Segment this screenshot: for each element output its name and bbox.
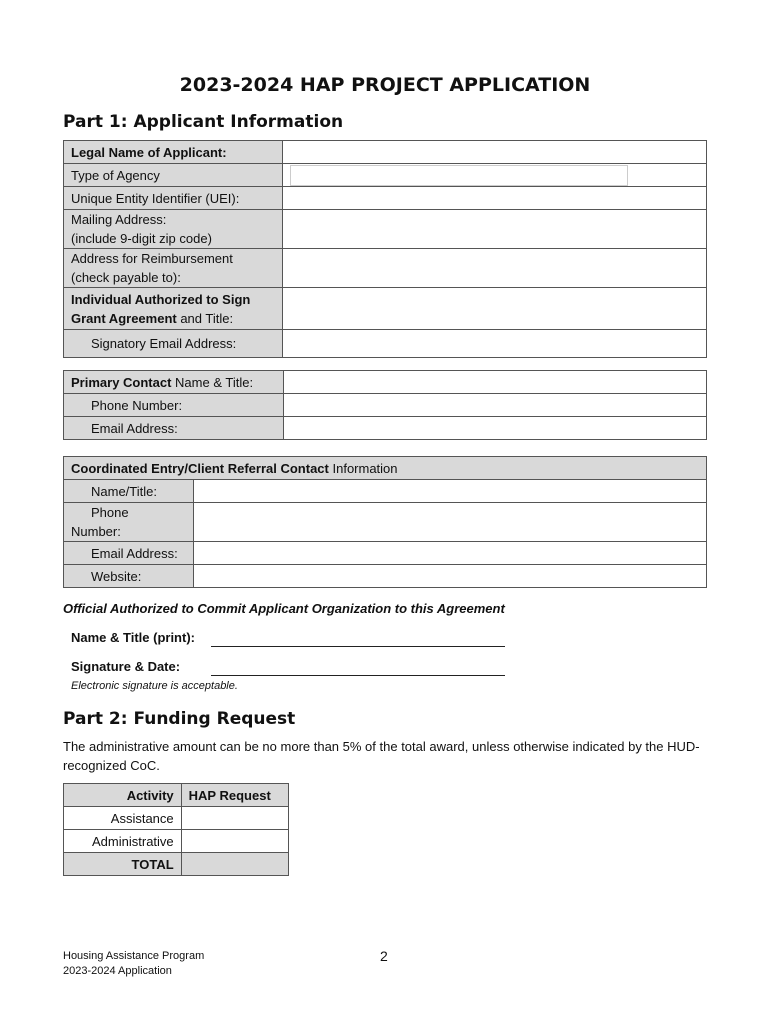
ce-name-title-field[interactable] [193,480,706,503]
authorized-signer-label [64,288,283,330]
ce-phone-label-line1: Phone [91,505,129,520]
primary-contact-bold: Primary Contact [71,374,172,390]
part1-heading: Part 1: Applicant Information [63,112,344,132]
assistance-label: Assistance [64,807,182,830]
mailing-address-note: (include 9-digit zip code) [71,231,212,246]
primary-email-label: Email Address: [64,417,284,440]
primary-contact-name-title: Name & Title: [171,374,254,390]
primary-contact-table [63,370,707,440]
name-title-print-line[interactable] [211,646,505,647]
mailing-address-label [64,210,283,249]
footer-line2: 2023-2024 Application [63,965,172,977]
part2-heading: Part 2: Funding Request [63,709,296,729]
official-authorized-heading: Official Authorized to Commit Applicant Organization to this Agreement [63,601,505,616]
mailing-address-field[interactable] [283,210,707,249]
primary-phone-label: Phone Number: [64,394,284,417]
reimbursement-address-label [64,249,283,288]
type-of-agency-field[interactable] [283,164,707,187]
ce-phone-field[interactable] [193,503,706,542]
funding-paragraph: The administrative amount can be no more than 5% of the total award, unless otherwise indicated by the HUD-recognized CoC. [63,739,700,773]
total-label: TOTAL [64,853,182,876]
ce-website-label: Website: [64,565,194,588]
grant-agreement-text: Grant Agreement [71,310,177,326]
type-of-agency-select[interactable] [290,165,628,186]
administrative-request-field[interactable] [181,830,288,853]
primary-phone-field[interactable] [283,394,706,417]
type-of-agency-label: Type of Agency [64,164,283,187]
primary-contact-label [64,371,284,394]
total-request-field[interactable] [181,853,288,876]
ce-contact-table [63,456,707,588]
ce-contact-header [64,457,707,480]
ce-phone-label [64,503,194,542]
ce-name-title-label: Name/Title: [64,480,194,503]
ce-contact-header-bold: Coordinated Entry/Client Referral Contact [71,460,329,476]
legal-name-label: Legal Name of Applicant: [64,141,283,164]
ce-website-field[interactable] [193,565,706,588]
primary-contact-field[interactable] [283,371,706,394]
and-title-text: and Title: [176,310,234,326]
administrative-label: Administrative [64,830,182,853]
signature-date-line[interactable] [211,675,505,676]
primary-email-field[interactable] [283,417,706,440]
footer [63,949,204,979]
footer-line1: Housing Assistance Program [63,950,205,962]
uei-label: Unique Entity Identifier (UEI): [64,187,283,210]
authorized-signer-text: Individual Authorized to Sign [71,291,251,307]
electronic-signature-note: Electronic signature is acceptable. [71,680,238,692]
ce-contact-header-rest: Information [328,460,398,476]
page-number: 2 [380,948,388,964]
name-title-print-label: Name & Title (print): [71,630,195,645]
mailing-address-text: Mailing Address: [71,212,167,227]
document-title: 2023-2024 HAP PROJECT APPLICATION [179,74,591,96]
funding-request-table [63,783,289,876]
legal-name-field[interactable] [283,141,707,164]
assistance-request-field[interactable] [181,807,288,830]
activity-header: Activity [64,784,182,807]
reimbursement-address-note: (check payable to): [71,270,181,285]
uei-field[interactable] [283,187,707,210]
reimbursement-address-field[interactable] [283,249,707,288]
authorized-signer-field[interactable] [283,288,707,330]
signatory-email-label: Signatory Email Address: [64,330,283,358]
reimbursement-address-text: Address for Reimbursement [71,251,233,266]
ce-email-field[interactable] [193,542,706,565]
applicant-info-table [63,140,707,358]
ce-phone-label-line2: Number: [71,524,121,539]
signature-date-label: Signature & Date: [71,659,181,674]
ce-email-label: Email Address: [64,542,194,565]
signatory-email-field[interactable] [283,330,707,358]
hap-request-header: HAP Request [181,784,288,807]
